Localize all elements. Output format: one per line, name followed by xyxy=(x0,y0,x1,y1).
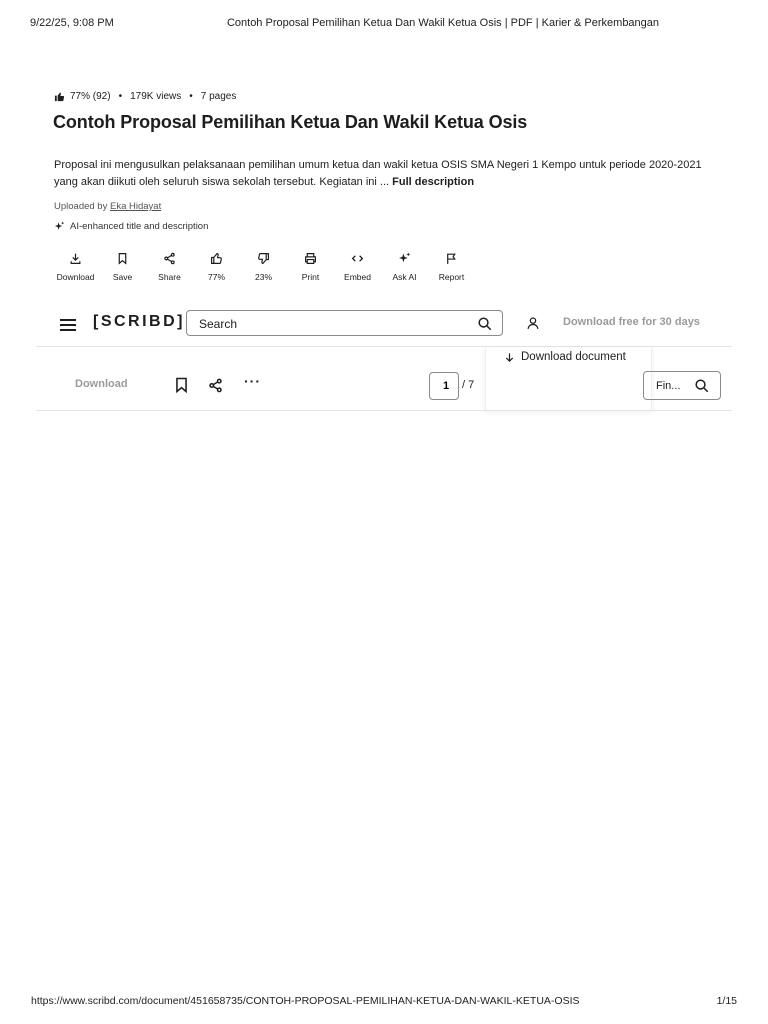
downvote-button[interactable] xyxy=(240,252,287,282)
uploader-line xyxy=(54,201,161,212)
sparkle-icon xyxy=(398,252,411,265)
full-description-link[interactable]: Full description xyxy=(392,176,475,188)
scribd-topbar xyxy=(36,310,732,347)
uploader-link[interactable]: Eka Hidayat xyxy=(110,201,162,212)
bookmark-icon[interactable] xyxy=(175,377,188,393)
search-input[interactable] xyxy=(197,316,461,332)
flag-icon xyxy=(445,252,458,265)
action-label: Save xyxy=(112,272,133,282)
document-toolbar xyxy=(36,370,732,411)
print-datetime: 9/22/25, 9:08 PM xyxy=(30,17,114,29)
report-button[interactable] xyxy=(428,252,475,282)
action-label: Embed xyxy=(344,272,371,282)
page-total: / 7 xyxy=(462,379,475,391)
share-icon xyxy=(163,252,176,265)
ask-ai-button[interactable] xyxy=(381,252,428,282)
embed-button[interactable] xyxy=(334,252,381,282)
share-icon[interactable] xyxy=(208,378,223,393)
more-options-icon[interactable]: ··· xyxy=(244,373,261,389)
action-label: Ask AI xyxy=(392,272,417,282)
thumbs-up-icon xyxy=(54,91,65,102)
arrow-down-icon xyxy=(504,352,515,363)
action-label: Report xyxy=(438,272,465,282)
print-page-title: Contoh Proposal Pemilihan Ketua Dan Wakil Ketua Osis | PDF | Karier & Perkembangan xyxy=(226,17,660,29)
action-label: 23% xyxy=(254,272,272,282)
search-box xyxy=(186,310,503,336)
pages-text: 7 pages xyxy=(200,91,237,102)
scribd-logo[interactable]: [SCRIBD] xyxy=(93,313,185,330)
thumbs-down-icon xyxy=(257,252,270,265)
print-button[interactable] xyxy=(287,252,334,282)
download-free-link[interactable]: Download free for 30 days xyxy=(563,316,700,328)
description-text: Proposal ini mengusulkan pelaksanaan pemilihan umum ketua dan wakil ketua OSIS SMA Negeri 1 Kempo untuk periode 2020-2021 yang akan diikuti oleh seluruh siswa sekolah tersebut. Kegiatan ini ... xyxy=(54,159,702,188)
printer-icon xyxy=(304,252,317,265)
ai-note-text: AI-enhanced title and description xyxy=(70,221,209,232)
meta-separator: • xyxy=(118,91,123,102)
meta-separator: • xyxy=(189,91,193,102)
bookmark-icon xyxy=(116,252,129,265)
download-button[interactable] xyxy=(52,252,99,282)
sparkle-icon xyxy=(54,221,65,232)
views-text: 179K views xyxy=(130,91,182,102)
page-title: Contoh Proposal Pemilihan Ketua Dan Wakil Ketua Osis xyxy=(53,112,528,132)
document-meta xyxy=(54,91,236,102)
page-number-input[interactable] xyxy=(430,379,462,393)
search-icon[interactable] xyxy=(694,378,709,393)
share-button[interactable] xyxy=(146,252,193,282)
thumbs-up-icon xyxy=(210,252,223,265)
rating-text: 77% (92) xyxy=(70,91,111,102)
uploaded-by-label: Uploaded by xyxy=(54,201,108,212)
download-document-label: Download document xyxy=(521,351,626,363)
download-document-option[interactable] xyxy=(504,351,626,363)
menu-icon[interactable] xyxy=(60,319,76,331)
toolbar-download-button[interactable]: Download xyxy=(75,378,128,390)
action-label: Download xyxy=(56,272,95,282)
find-input[interactable] xyxy=(654,379,688,393)
action-label: 77% xyxy=(207,272,225,282)
action-label: Share xyxy=(158,272,181,282)
print-url: https://www.scribd.com/document/451658735/CONTOH-PROPOSAL-PEMILIHAN-KETUA-DAN-WAKIL-KETUA-OSIS xyxy=(31,995,580,1007)
search-icon[interactable] xyxy=(477,316,492,331)
save-button[interactable] xyxy=(99,252,146,282)
action-label: Print xyxy=(301,272,320,282)
action-bar xyxy=(52,252,475,282)
user-icon[interactable] xyxy=(526,316,540,330)
print-page-number: 1/15 xyxy=(716,995,737,1007)
ai-note xyxy=(54,221,208,232)
document-description xyxy=(54,157,714,191)
page-number-box xyxy=(429,372,459,400)
embed-icon xyxy=(351,252,364,265)
upvote-button[interactable] xyxy=(193,252,240,282)
find-box xyxy=(643,371,721,400)
download-icon xyxy=(69,252,82,265)
